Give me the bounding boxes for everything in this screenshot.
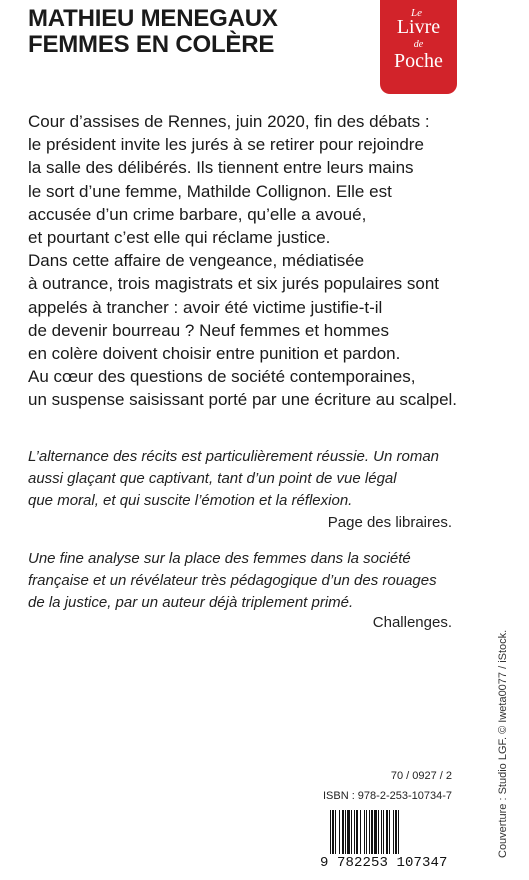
barcode-bar: [351, 810, 352, 854]
barcode-bar: [383, 810, 384, 854]
blurb-line: de devenir bourreau ? Neuf femmes et hommes: [28, 320, 389, 340]
quote-line: aussi glaçant que captivant, tant d’un point de vue légal: [28, 470, 397, 487]
blurb-line: accusée d’un crime barbare, qu’elle a avoué,: [28, 204, 367, 224]
logo-livre: Livre: [396, 16, 441, 38]
barcode-bar: [395, 810, 397, 854]
barcode-bar: [389, 810, 390, 854]
logo-poche: Poche: [394, 50, 443, 72]
logo-de: de: [413, 39, 424, 50]
book-codes: [323, 766, 452, 806]
logo-le: Le: [411, 7, 422, 19]
blurb-line: en colère doivent choisir entre punition et pardon.: [28, 344, 401, 364]
barcode-bar: [374, 810, 377, 854]
blurb-line: et pourtant c’est elle qui réclame justice.: [28, 228, 331, 248]
barcode-bar: [364, 810, 365, 854]
publisher-logo: [380, 0, 457, 94]
barcode-bar: [371, 810, 373, 854]
barcode-bar: [345, 810, 346, 854]
barcode-bar: [381, 810, 382, 854]
blurb-line: un suspense saisissant porté par une écriture au scalpel.: [28, 390, 458, 410]
barcode-bar: [339, 810, 340, 854]
quote-line: que moral, et qui suscite l’émotion et la réflexion.: [28, 492, 353, 509]
barcode-bar: [360, 810, 361, 854]
barcode-bar: [386, 810, 388, 854]
barcode: [322, 810, 453, 858]
blurb-line: appelés à trancher : avoir été victime justifie-t-il: [28, 297, 383, 317]
barcode-bar: [393, 810, 394, 854]
barcode-bar: [398, 810, 399, 854]
barcode-bar: [366, 810, 367, 854]
quote-source-1: Page des libraires.: [327, 514, 452, 531]
blurb-line: Cour d’assises de Rennes, juin 2020, fin des débats :: [28, 112, 430, 131]
blurb-line: la salle des délibérés. Ils tiennent entre leurs mains: [28, 158, 414, 178]
barcode-digits: 9 782253 107347: [320, 855, 448, 871]
blurb-line: Dans cette affaire de vengeance, médiatisée: [28, 251, 365, 271]
barcode-bar: [330, 810, 331, 854]
barcode-bar: [378, 810, 379, 854]
cover-credit: Couverture : Studio LGF. © Iweta0077 / iStock.: [497, 629, 509, 858]
press-quote-1: [28, 446, 498, 512]
book-header: [28, 6, 278, 58]
quote-line: L’alternance des récits est particulièrement réussie. Un roman: [28, 448, 440, 465]
reference-code: 70 / 0927 / 2: [390, 770, 452, 782]
blurb-line: Au cœur des questions de société contemporaines,: [28, 367, 416, 387]
press-quote-2: [28, 548, 498, 614]
barcode-bar: [342, 810, 344, 854]
barcode-bar: [354, 810, 355, 854]
blurb-line: le sort d’une femme, Mathilde Collignon. Elle est: [28, 181, 392, 201]
quote-line: française et un révélateur très pédagogique d’un des rouages: [28, 572, 437, 589]
barcode-bar: [369, 810, 370, 854]
barcode-bar: [356, 810, 358, 854]
quote-source-2: Challenges.: [372, 614, 452, 631]
book-title: FEMMES EN COLÈRE: [28, 31, 275, 58]
isbn: ISBN : 978-2-253-10734-7: [322, 790, 452, 802]
barcode-bar: [335, 810, 336, 854]
barcode-bar: [332, 810, 334, 854]
author-name: MATHIEU MENEGAUX: [28, 5, 278, 32]
blurb-line: le président invite les jurés à se retirer pour rejoindre: [28, 135, 424, 155]
quote-line: de la justice, par un auteur déjà triplement primé.: [28, 594, 354, 611]
blurb-line: à outrance, trois magistrats et six jurés populaires sont: [28, 274, 440, 294]
quote-line: Une fine analyse sur la place des femmes dans la société: [28, 550, 411, 567]
barcode-bar: [347, 810, 350, 854]
back-cover-blurb: [28, 110, 498, 412]
